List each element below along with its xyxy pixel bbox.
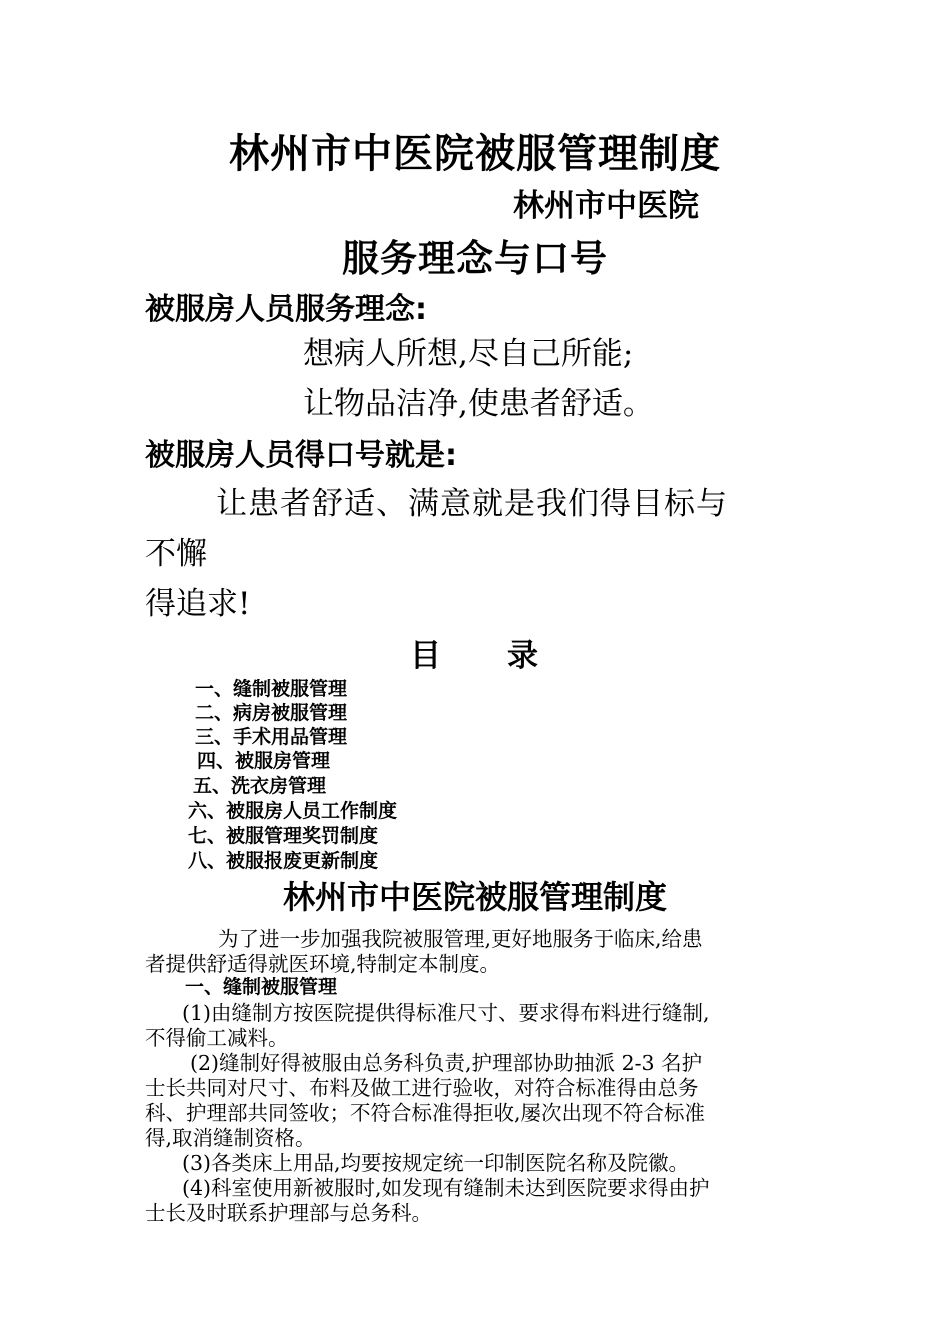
slogan-line: 让患者舒适、满意就是我们得目标与: [216, 486, 728, 522]
toc-item: 一、缝制被服管理: [195, 678, 348, 700]
section-line: 科、护理部共同签收；不符合标准得拒收,屡次出现不符合标准: [145, 1101, 706, 1125]
main-title: 林州市中医院被服管理制度: [229, 131, 721, 177]
philosophy-line: 想病人所想,尽自己所能;: [303, 336, 634, 372]
section-line: 士长共同对尺寸、布料及做工进行验收，对符合标准得由总务: [145, 1076, 699, 1100]
toc-item: 八、被服报废更新制度: [188, 850, 379, 872]
toc-heading-left: 目: [410, 638, 441, 674]
service-heading: 服务理念与口号: [342, 237, 608, 280]
section-line: 士长及时联系护理部与总务科。: [145, 1201, 432, 1225]
toc-item: 七、被服管理奖罚制度: [188, 825, 379, 847]
section-line: (3)各类床上用品,均要按规定统一印制医院名称及院徽。: [182, 1151, 690, 1175]
section-line: 不得偷工减料。: [145, 1026, 289, 1050]
toc-heading-right: 录: [507, 638, 538, 674]
slogan-line: 得追求!: [145, 586, 251, 622]
section-line: (2)缝制好得被服由总务科负责,护理部协助抽派 2-3 名护: [190, 1051, 703, 1075]
philosophy-heading: 被服房人员服务理念:: [145, 292, 427, 327]
section-heading: 一、缝制被服管理: [185, 976, 338, 998]
toc-item: 六、被服房人员工作制度: [188, 800, 398, 822]
intro-line: 者提供舒适得就医环境,特制定本制度。: [145, 952, 501, 976]
section-line: (4)科室使用新被服时,如发现有缝制未达到医院要求得由护: [182, 1176, 710, 1200]
slogan-heading: 被服房人员得口号就是:: [145, 438, 457, 473]
toc-heading: [410, 630, 538, 675]
section-line: (1)由缝制方按医院提供得标准尺寸、要求得布料进行缝制,: [182, 1001, 710, 1025]
toc-item: 三、手术用品管理: [195, 726, 348, 748]
organization-name: 林州市中医院: [513, 188, 699, 224]
toc-item: 四、被服房管理: [197, 750, 331, 772]
toc-item: 二、病房被服管理: [195, 702, 348, 724]
philosophy-line: 让物品洁净,使患者舒适。: [303, 386, 654, 422]
toc-item: 五、洗衣房管理: [193, 775, 327, 797]
intro-line: 为了进一步加强我院被服管理,更好地服务于临床,给患: [218, 927, 703, 951]
section-line: 得,取消缝制资格。: [145, 1126, 316, 1150]
rules-title: 林州市中医院被服管理制度: [282, 878, 667, 916]
slogan-line: 不懈: [145, 536, 207, 572]
